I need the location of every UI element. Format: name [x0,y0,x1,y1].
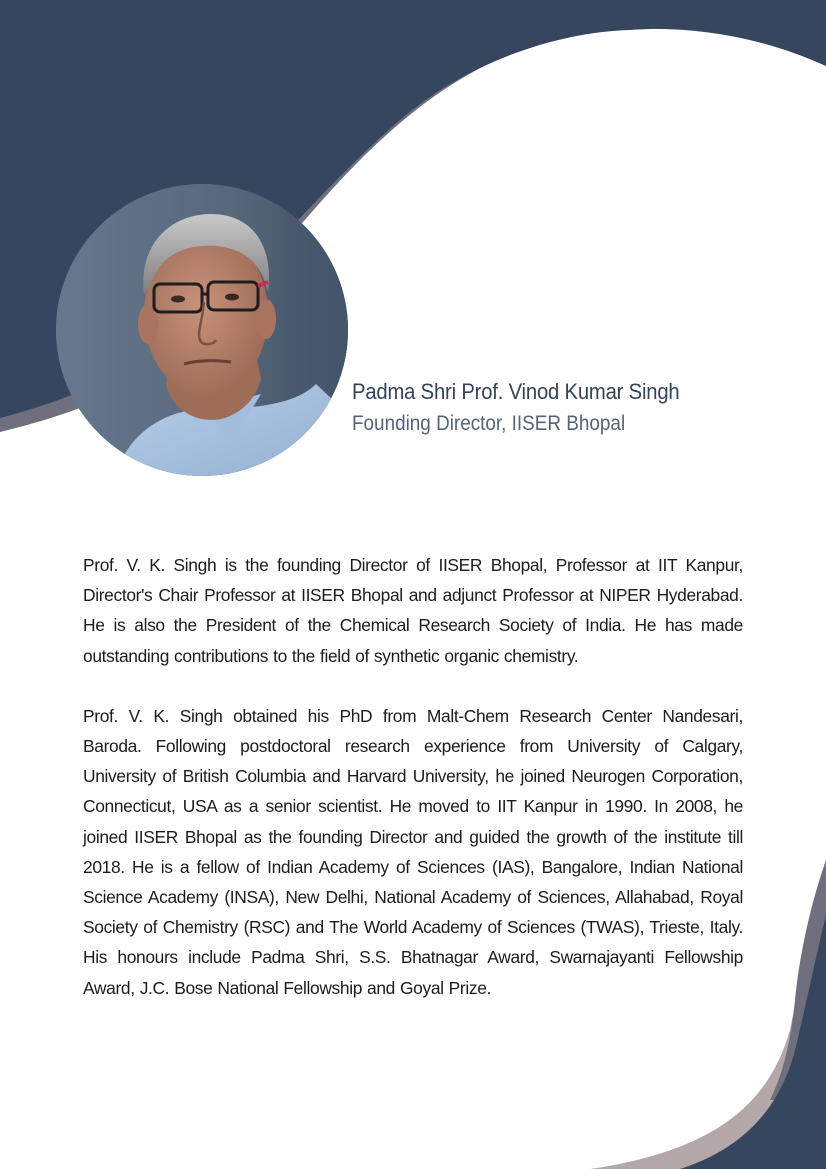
portrait-illustration [56,184,348,476]
profile-header [352,377,708,441]
biography [83,550,743,1033]
person-name: Padma Shri Prof. Vinod Kumar Singh [352,379,680,404]
bio-paragraph-1: Prof. V. K. Singh is the founding Director of IISER Bhopal, Professor at IIT Kanpur, Director's Chair Professor at IISER Bhopal and adjunct Professor at NIPER Hyderabad. He is also the President of the Chemical Research Society of India. He has made outstanding contributions to the field of synthetic organic chemistry. [83,555,743,666]
portrait-photo [56,184,348,476]
bio-paragraph-2: Prof. V. K. Singh obtained his PhD from Malt-Chem Research Center Nandesari, Baroda. Following postdoctoral research experience from University of Calgary, University of British Columbia and Harvard University, he joined Neurogen Corporation, Connecticut, USA as a senior scientist. He moved to IIT Kanpur in 1990. In 2008, he joined IISER Bhopal as the founding Director and guided the growth of the institute till 2018. He is a fellow of Indian Academy of Sciences (IAS), Bangalore, Indian National Science Academy (INSA), New Delhi, National Academy of Sciences, Allahabad, Royal Society of Chemistry (RSC) and The World Academy of Sciences (TWAS), Trieste, Italy. His honours include Padma Shri, S.S. Bhatnagar Award, Swarnajayanti Fellowship Award, J.C. Bose National Fellowship and Goyal Prize. [83,705,743,998]
person-title: Founding Director, IISER Bhopal [352,412,626,435]
